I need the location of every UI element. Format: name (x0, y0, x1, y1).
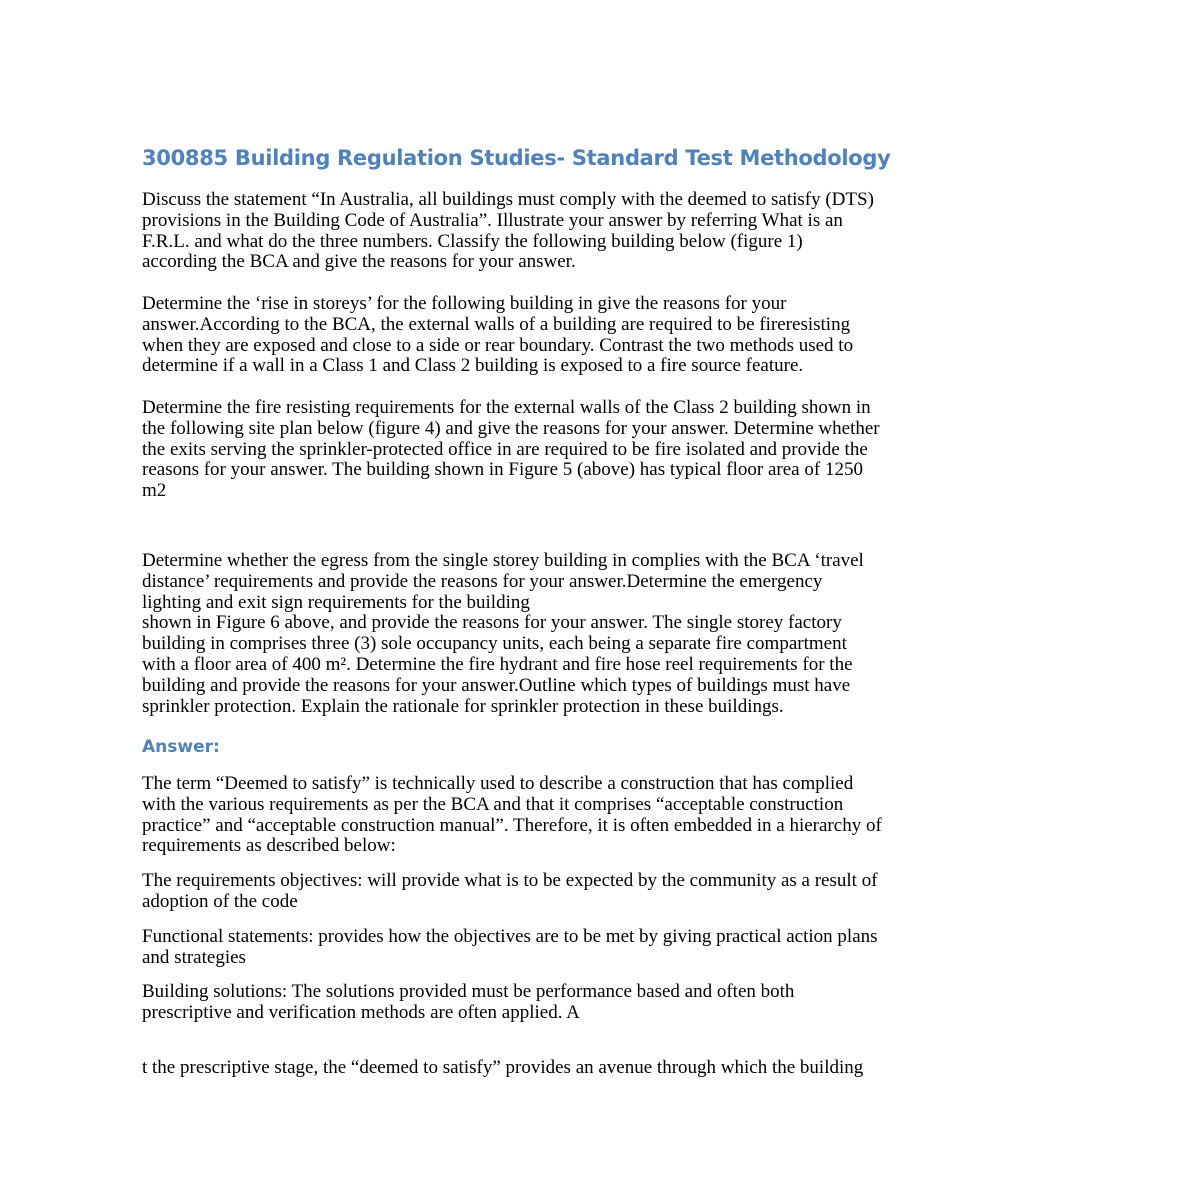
text-line: sprinkler protection. Explain the rationale for sprinkler protection in these buildings. (142, 695, 784, 717)
answer-paragraph-3 (142, 927, 878, 969)
text-line: The requirements objectives: will provide what is to be expected by the community as a result of (142, 870, 878, 891)
answer-paragraph-5 (142, 1058, 863, 1079)
text-line: prescriptive and verification methods are often applied. A (142, 1001, 580, 1023)
text-line: Functional statements: provides how the objectives are to be met by giving practical action plans (142, 926, 878, 947)
text-line: building in comprises three (3) sole occupancy units, each being a separate fire compartment (142, 633, 847, 655)
answer-paragraph-2 (142, 871, 878, 913)
answer-paragraph-1 (142, 774, 882, 857)
answer-paragraph-4 (142, 982, 794, 1024)
answer-heading: Answer: (142, 737, 220, 757)
text-line: the exits serving the sprinkler-protected office in are required to be fire isolated and provide the (142, 438, 868, 460)
question-paragraph-1 (142, 190, 874, 273)
text-line: provisions in the Building Code of Australia”. Illustrate your answer by referring What is an (142, 209, 843, 231)
question-paragraph-2 (142, 294, 853, 377)
text-line: reasons for your answer. The building shown in Figure 5 (above) has typical floor area of 1250 (142, 459, 863, 481)
text-line: adoption of the code (142, 890, 298, 912)
text-line: m2 (142, 480, 167, 502)
question-paragraph-3 (142, 398, 880, 502)
text-line: Determine whether the egress from the single storey building in complies with the BCA ‘travel (142, 550, 864, 571)
text-line: F.R.L. and what do the three numbers. Classify the following building below (figure 1) (142, 230, 803, 252)
text-line: answer.According to the BCA, the external walls of a building are required to be fireresisting (142, 313, 851, 335)
text-line: with a floor area of 400 m². Determine the fire hydrant and fire hose reel requirements for the (142, 653, 853, 675)
document-title: 300885 Building Regulation Studies- Standard Test Methodology (142, 146, 891, 170)
text-line: building and provide the reasons for your answer.Outline which types of buildings must have (142, 674, 851, 696)
text-line: according the BCA and give the reasons for your answer. (142, 251, 576, 273)
text-line: lighting and exit sign requirements for the building (142, 591, 530, 613)
text-line: the following site plan below (figure 4) and give the reasons for your answer. Determine whether (142, 417, 880, 439)
text-line: Determine the ‘rise in storeys’ for the following building in give the reasons for your (142, 293, 787, 314)
text-line: The term “Deemed to satisfy” is technically used to describe a construction that has complied (142, 773, 854, 794)
text-line: Discuss the statement “In Australia, all buildings must comply with the deemed to satisfy (DTS) (142, 189, 874, 210)
text-line: t the prescriptive stage, the “deemed to satisfy” provides an avenue through which the building (142, 1057, 864, 1078)
text-line: requirements as described below: (142, 835, 396, 857)
text-line: Determine the fire resisting requirements for the external walls of the Class 2 building shown in (142, 397, 871, 418)
text-line: shown in Figure 6 above, and provide the reasons for your answer. The single storey factory (142, 612, 842, 634)
text-line: distance’ requirements and provide the reasons for your answer.Determine the emergency (142, 570, 823, 592)
text-line: when they are exposed and close to a side or rear boundary. Contrast the two methods used to (142, 334, 854, 356)
text-line: and strategies (142, 946, 246, 968)
text-line: with the various requirements as per the BCA and that it comprises “acceptable construction (142, 793, 844, 815)
text-line: determine if a wall in a Class 1 and Class 2 building is exposed to a fire source feature. (142, 355, 804, 377)
text-line: Building solutions: The solutions provided must be performance based and often both (142, 981, 795, 1002)
text-line: practice” and “acceptable construction manual”. Therefore, it is often embedded in a hierarchy of (142, 814, 882, 836)
question-paragraph-4 (142, 551, 864, 717)
